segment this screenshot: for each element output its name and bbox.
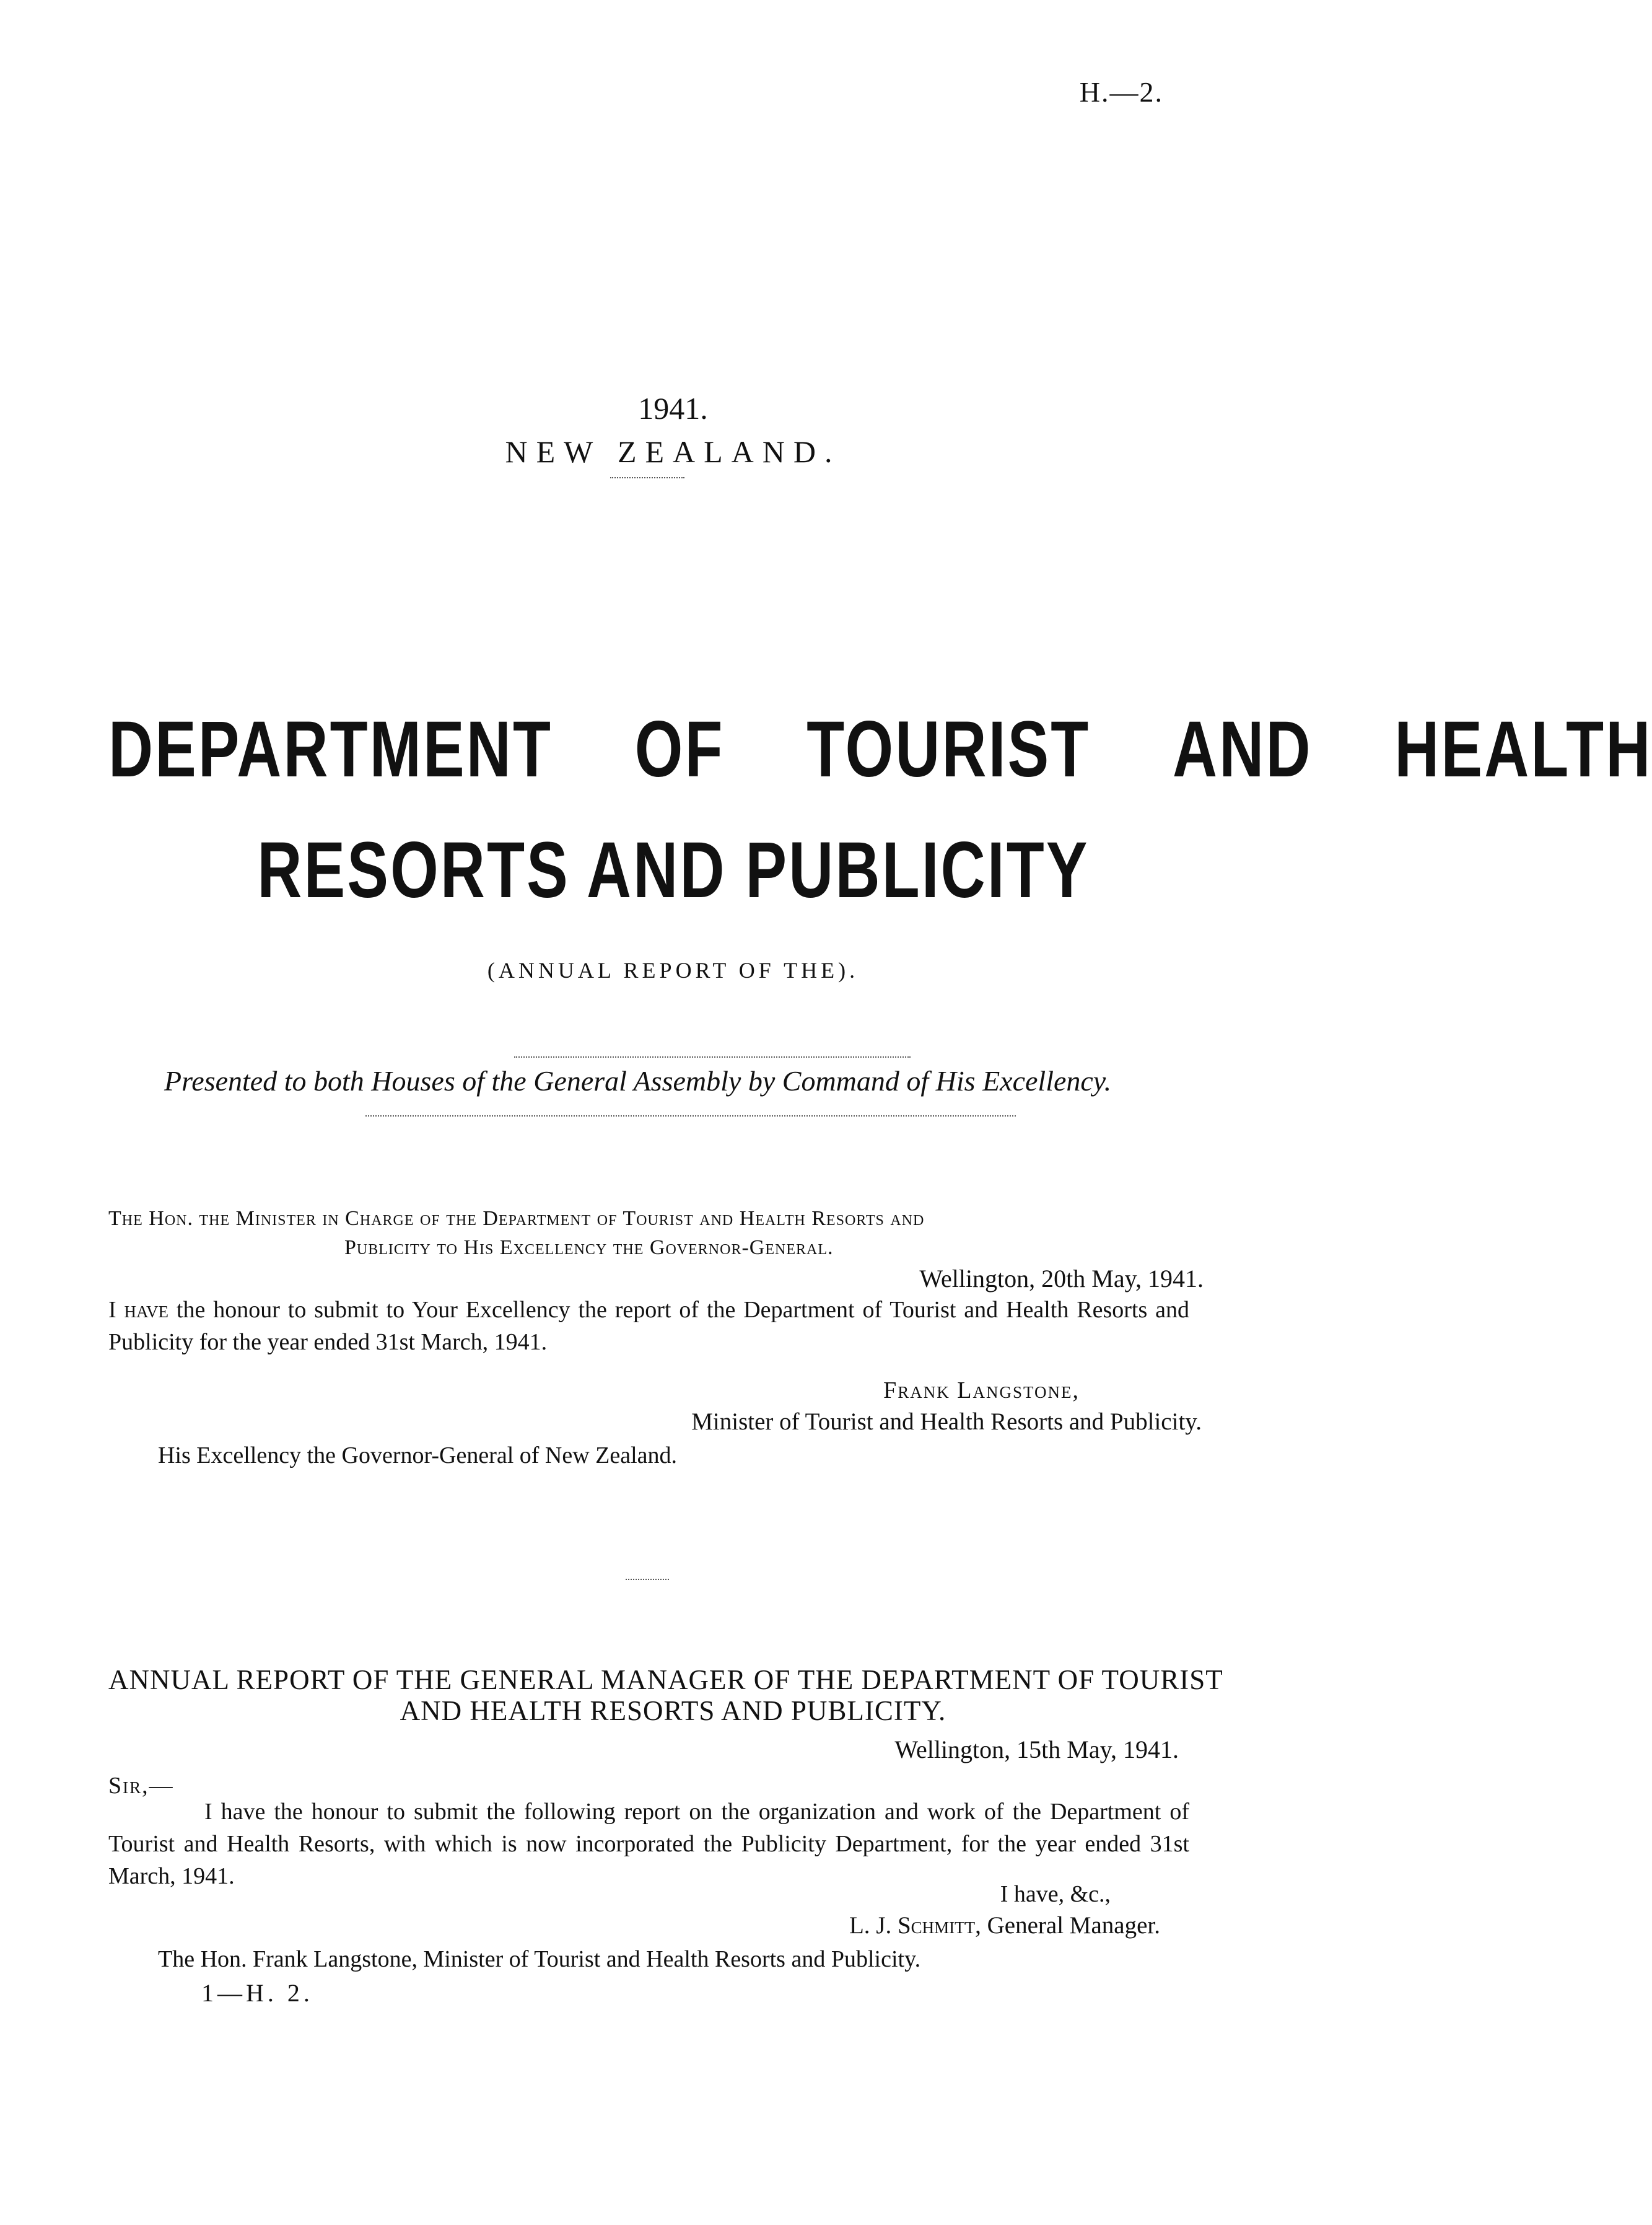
title-word: DEPARTMENT xyxy=(108,705,553,794)
divider-rule xyxy=(514,1056,911,1058)
document-year: 1941. xyxy=(638,391,708,426)
manager-name: L. J. Schmitt, xyxy=(849,1912,981,1939)
minister-signature-name: Frank Langstone, xyxy=(883,1377,1080,1403)
manager-title: General Manager. xyxy=(981,1912,1160,1939)
report-date: Wellington, 15th May, 1941. xyxy=(894,1736,1179,1763)
minister-letter-body xyxy=(108,1294,1189,1358)
country-heading: NEW ZEALAND. xyxy=(505,434,841,469)
minister-letter-heading-cont: Publicity to His Excellency the Governor-General. xyxy=(344,1236,834,1259)
report-closing: I have, &c., xyxy=(1000,1881,1111,1907)
title-word: OF xyxy=(634,705,725,794)
body-text: the honour to submit to Your Excellency the report of the Department of Tourist and Health Resorts and Publicity for the year ended 31st March, 1941. xyxy=(108,1297,1189,1355)
page-reference: H.—2. xyxy=(1079,76,1163,108)
divider-rule xyxy=(626,1579,669,1580)
main-title-line2 xyxy=(0,824,1346,917)
minister-letter-date: Wellington, 20th May, 1941. xyxy=(919,1265,1204,1292)
main-title-line2-text: RESORTS AND PUBLICITY xyxy=(256,826,1090,915)
report-title-line1: ANNUAL REPORT OF THE GENERAL MANAGER OF THE DEPARTMENT OF TOURIST xyxy=(108,1664,1223,1695)
report-signature xyxy=(849,1911,1160,1939)
main-title-line1 xyxy=(108,703,1652,796)
title-word: TOURIST xyxy=(806,705,1091,794)
report-addressee: The Hon. Frank Langstone, Minister of Tourist and Health Resorts and Publicity. xyxy=(158,1946,921,1972)
minister-letter-addressee: His Excellency the Governor-General of New Zealand. xyxy=(158,1442,678,1468)
presented-statement: Presented to both Houses of the General Assembly by Command of His Excellency. xyxy=(164,1065,1112,1097)
report-body: I have the honour to submit the following report on the organization and work of the Department of Tourist and Health Resorts, with which is now incorporated the Publicity Department, for the year ended 31st March, 1941. xyxy=(108,1799,1189,1889)
divider-rule xyxy=(610,477,684,478)
body-lead: I have xyxy=(108,1297,169,1323)
minister-signature-title: Minister of Tourist and Health Resorts and Publicity. xyxy=(691,1408,1202,1435)
minister-letter-heading: The Hon. the Minister in Charge of the Department of Tourist and Health Resorts and xyxy=(108,1207,925,1230)
footer-code: 1—H. 2. xyxy=(201,1979,313,2007)
report-salutation: Sir,— xyxy=(108,1773,174,1799)
title-word: HEALTH xyxy=(1394,705,1652,794)
title-subtitle: (ANNUAL REPORT OF THE). xyxy=(487,958,859,983)
divider-rule xyxy=(365,1115,1016,1117)
report-title-line2: AND HEALTH RESORTS AND PUBLICITY. xyxy=(400,1695,946,1726)
title-word: AND xyxy=(1172,705,1313,794)
